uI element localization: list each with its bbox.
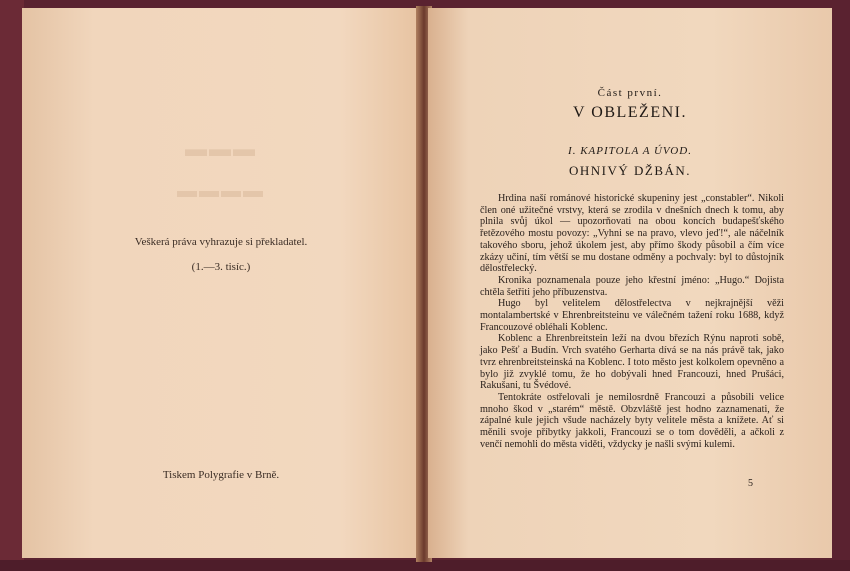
chapter-title: OHNIVÝ DŽBÁN. — [568, 163, 692, 178]
chapter-body — [480, 193, 784, 450]
paragraph: Koblenc a Ehrenbreitstein leží na dvou březích Rýnu naproti sobě, jako Pešť a Budín. Vrch svatého Gerharta dívá se na nás právě tak, jako tvrz ehrenbreitsteinská na Koblenc. I toto město jest kolkolem opevněno a bylo již zvyklé tomu, že ho dobývali hned Francouzi, hned Prušáci, Rakušani, tu Švédové. — [480, 333, 784, 392]
paragraph: Kronika poznamenala pouze jeho křestní jméno: „Hugo.“ Dojista chtěla šetřiti jeho příbuzenstva. — [480, 274, 784, 298]
printer-imprint: Tiskem Polygrafie v Brně. — [162, 469, 280, 481]
rights-notice: Veškerá práva vyhrazuje si překladatel. — [134, 236, 308, 248]
paragraph: Tentokráte ostřelovali je nemilosrdně Francouzi a působili velice mnoho škod v „starém“ městě. Obzvláště jest hodno zaznamenati, že zápalné kule jejich všude nacházely byty velitele města a knížete. Ať si měnili svoje příbytky jakkoli, Francouzi se o tom dověděli, a ačkoli z venčí nemohli do města viděti, vždycky je našli svými kulemi. — [480, 391, 784, 450]
section-title: V OBLEŽENI. — [573, 104, 687, 121]
page-number: 5 — [748, 478, 753, 489]
edition-note: (1.—3. tisíc.) — [191, 261, 251, 273]
paragraph: Hugo byl velitelem dělostřelectva v nejkrajnější věži montalambertské v Ehrenbreitsteinu ve válečném tažení roku 1688, když Francouzové obléhali Koblenc. — [480, 298, 784, 333]
left-page — [22, 8, 421, 558]
right-page — [428, 8, 832, 558]
show-through-text: ▬▬▬ — [185, 136, 257, 161]
chapter-heading: I. KAPITOLA A ÚVOD. — [568, 145, 692, 157]
book-cover-edge — [0, 0, 24, 571]
part-heading: Část první. — [597, 87, 663, 99]
paragraph: Hrdina naší románové historické skupeniny jest „constabler“. Nikoli člen oné užitečné vrstvy, která se zrodila v dnešních dnech k tomu, aby plnila svůj úkol — upozorňovati na obou koncích budapešťského řetězového mostu povozy: „Vyhni se na pravo, vlevo jeď!“, ale náčelník takového sboru, jehož úkolem jest, aby přímo škody působil a čím více zkázy učiní, tím větší se mu dostane odměny a pochvaly: byl to důstojník dělostřelecký. — [480, 193, 784, 275]
show-through-text: ▬▬▬▬ — [177, 180, 265, 202]
